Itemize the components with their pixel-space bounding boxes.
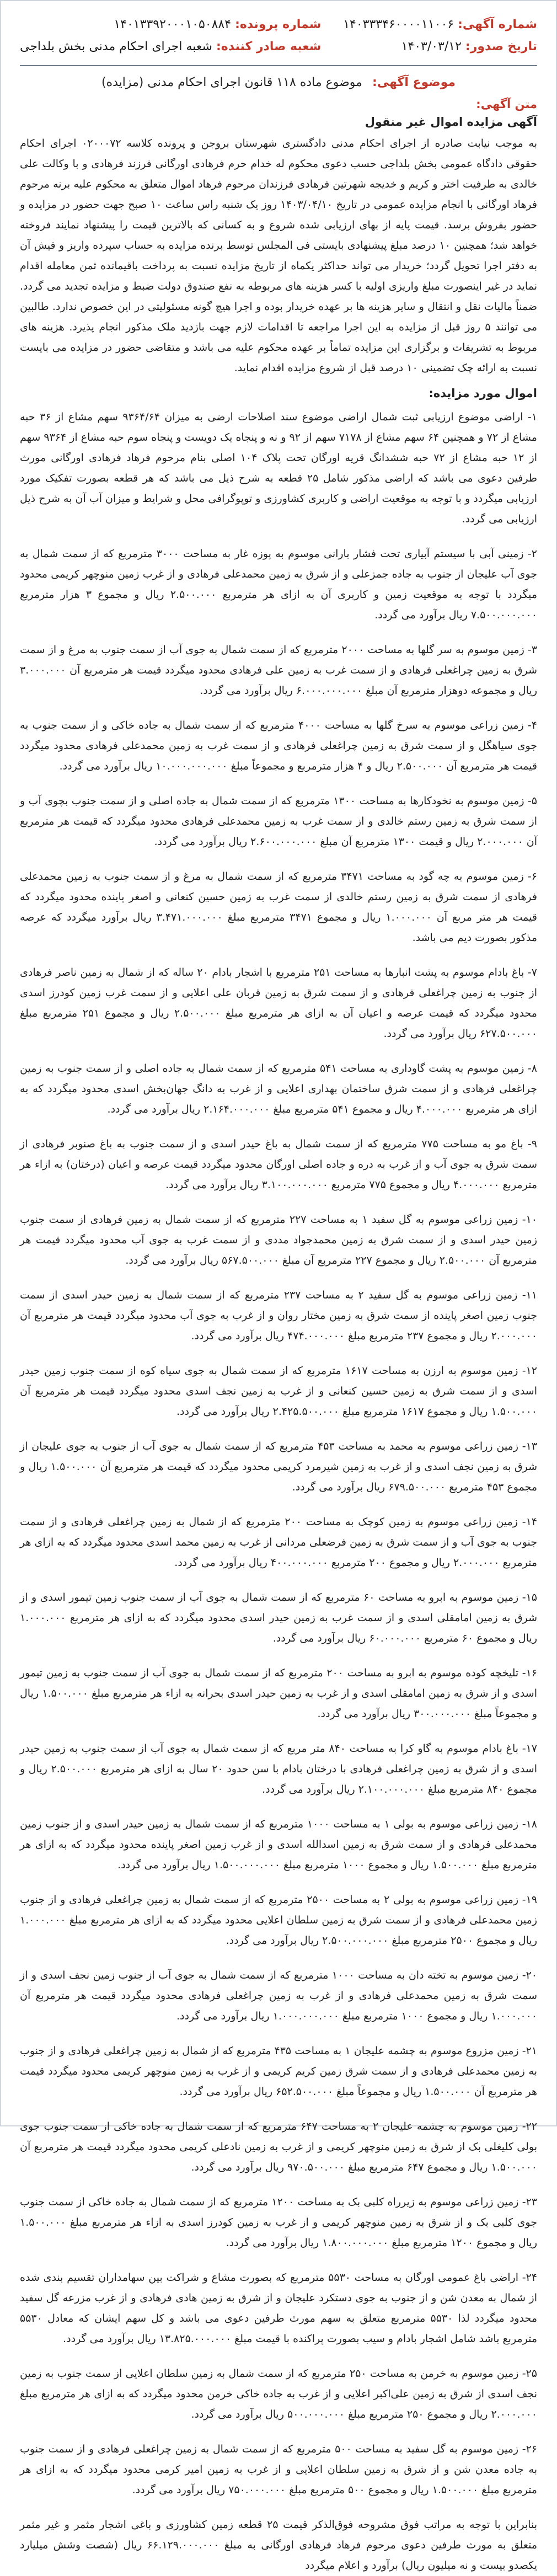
properties-list	[20, 407, 537, 2500]
property-item: ۱۶- تلیخچه کوده موسوم به ابرو به مساحت ۲۰۰ مترمربع که از سمت شمال به جوی آب از سمت جنوب به زمین تیمور اسدی و از شرق به زمین امامقلی اسدی و از غرب به زمین حیدر اسدی بحرانه به ازاء هر مترمربع مبلغ ۱.۵۰۰.۰۰۰ ریال و مجموعاً مبلغ ۳۰۰.۰۰۰.۰۰۰ ریال برآورد می گردد.	[20, 1667, 537, 1720]
case-number: ۱۴۰۱۳۳۹۲۰۰۰۱۰۵۰۸۸۴	[114, 18, 232, 31]
publish-date-label: تاریخ صدور:	[465, 40, 537, 54]
property-item: ۱۸- زمین زراعی موسوم به بولی ۱ به مساحت ۱۰۰۰ مترمربع که از سمت شمال به زمین حیدر اسدی و از جنوب زمین محمدعلی فرهادی و از سمت شرق به زمین اسدالله اسدی و از غرب زمین اصغر پاینده محدود میگردد که به ازای هر مترمربع مبلغ ۱.۵۰۰.۰۰۰ ریال و مجموع ۱۰۰۰ مترمربع مبلغ ۱.۵۰۰.۰۰۰.۰۰۰ ریال برآورد می گردد.	[20, 1818, 537, 1871]
subject-row	[20, 74, 537, 92]
property-item: ۱۱- زمین زراعی موسوم به گل سفید ۲ به مساحت ۲۳۷ مترمربع که از سمت شمال به زمین حیدر اسدی از سمت جنوب زمین اصغر پاینده از سمت شرق به زمین مختار روان و از غرب به جوی آب محدود میگردد قیمت هر مترمربع آن ۲.۰۰۰.۰۰۰ ریال و مجموع ۲۳۷ مترمربع مبلغ ۴۷۴.۰۰۰.۰۰۰ ریال برآورد می گردد.	[20, 1289, 537, 1342]
property-item: ۲۳- زمین زراعی موسوم به زیرراه کلبی بک به مساحت ۱۲۰۰ مترمربع که از سمت شمال به جاده خاکی از سمت جنوب جوی کلبی بک و از شرق به زمین منوچهر کریمی و از غرب به زمین کودرز اسدی به ازاء هر مترمربع مبلغ ۱.۵۰۰.۰۰۰ ریال و مجموع ۱۲۰۰ مترمربع مبلغ ۱.۸۰۰.۰۰۰.۰۰۰ ریال برآورد می گردد.	[20, 2196, 537, 2249]
notice-header	[20, 17, 537, 62]
property-item: ۱۹- زمین زراعی موسوم به بولی ۲ به مساحت ۲۵۰۰ مترمربع که از سمت شمال به زمین چراغعلی فرهادی و از جنوب زمین محمدعلی فرهادی و از سمت شرق به زمین سلطان اعلایی محدود میگردد که به ازای هر مترمربع مبلغ ۱.۰۰۰.۰۰۰ ریال و مجموع ۲۵۰۰ مترمربع مبلغ ۲.۵۰۰.۰۰۰.۰۰۰ ریال برآورد می گردد.	[20, 1894, 538, 1947]
property-item: ۲۱- زمین مزروع موسوم به چشمه علیجان ۱ به مساحت ۴۳۵ مترمربع که از شمال به زمین چراغعلی فرهادی و از جنوب به زمین محمدعلی فرهادی و از سمت شرق زمین کریم کریمی و از غرب به زمین منوچهر کریمی محدود میگردد قیمت هر مترمربع آن ۱.۵۰۰.۰۰۰ ریال و مجموعاً مبلغ ۶۵۲.۵۰۰.۰۰۰ ریال برآورد می گردد.	[20, 2045, 537, 2098]
case-number-row	[20, 17, 321, 33]
property-item: ۹- باغ مو به مساحت ۷۷۵ مترمربع که از سمت شمال به باغ حیدر اسدی و از سمت جنوب به باغ صنوبر فرهادی از سمت شرق به جوی آب و از غرب به دره و جاده اصلی اورگان محدود میگردد قیمت عرصه و اعیان (درختان) به ازاء هر مترمربع ۴.۰۰۰.۰۰۰ ریال و مجموع ۷۷۵ مترمربع ۳.۱۰۰.۰۰۰.۰۰۰ ریال برآورد می گردد.	[20, 1138, 537, 1191]
property-item: ۲۴- اراضی باغ عمومی اورگان به مساحت ۵۵۳۰ مترمربع که بصورت مشاع و شراکت بین سهامداران تقسیم بندی شده از شمال به معدن شن و از جنوب به جوی دستکرد علیجان و از شرق به زمین هادی فرهادی و از غرب مزرعه گل سفید محدود میگردد لذا ۵۵۳۰ مترمربع متعلق به سهم مورث طرفین دعوی می باشد و کل سهم ایشان که معادل ۵۵۳۰ مترمربع باشد شامل اشجار بادام و سیب بصورت پراکنده با قیمت مبلغ ۱۳.۸۲۵.۰۰۰.۰۰۰ ریال برآورد می گردد.	[20, 2272, 538, 2345]
property-item: ۳- زمین موسوم به سر گلها به مساحت ۲۰۰۰ مترمربع که از سمت شمال به جوی آب از سمت جنوب به مرغ و از سمت شرق به زمین چراغعلی فرهادی و از سمت غرب به زمین علی فرهادی محدود میگردد قیمت هر مترمربع آن ۳.۰۰۰.۰۰۰ ریال و مجموعه دوهزار مترمربع آن مبلغ ۶.۰۰۰.۰۰۰.۰۰۰ ریال برآورد می گردد.	[20, 644, 537, 697]
subject-value: موضوع ماده ۱۱۸ قانون اجرای احکام مدنی (مزایده)	[101, 76, 362, 89]
property-item: ۱۵- زمین موسوم به ابرو به مساحت ۶۰ مترمربع که از سمت شمال به جوی آب از سمت جنوب زمین تیمور اسدی و از شرق به زمین امامقلی اسدی و از سمت غرب به زمین حیدر اسدی محدود میگردد که به ازای هر مترمربع ۱.۰۰۰.۰۰۰ ریال و مجموع ۶۰ مترمربع ۶۰.۰۰۰.۰۰۰ ریال برآورد می گردد.	[20, 1591, 537, 1644]
intro-paragraph: به موجب نیابت صادره از اجرای احکام مدنی دادگستری شهرستان بروجن و پرونده کلاسه ۰۲۰۰۰۷۲ اجرای احکام حقوقی دادگاه عمومی بخش بلداجی حسب دعوی محکوم له خدام حرم فرهادی اورگانی فرزند فرهادی و با وکالت علی خالدی به طرفیت اختر و کریم و خدیجه شهرتین فرهادی فرزندان مرحوم فرهاد اموال متعلق به محکوم علیه برنه مرحوم فرهاد اورگانی با انجام مزایده عمومی در تاریخ ۱۴۰۳/۰۴/۱۰ روز یک شنبه راس ساعت ۱۰ صبح جهت حضور در مزایده و حضور بفروش برسد. قیمت پایه از بهای ارزیابی شده شروع و به کسانی که بالاترین قیمت را پیشنهاد نمایند فروخته خواهد شد؛ همچنین ۱۰ درصد مبلغ پیشنهادی بایستی فی المجلس توسط برنده مزایده به حساب سپرده واریز و فیش آن به دفتر اجرا تحویل گردد؛ خریدار می تواند حداکثر یکماه از تاریخ مزایده نسبت به پرداخت باقیمانده ثمن معامله اقدام نماید در غیر اینصورت مبلغ واریزی اولیه با کسر هزینه های مربوطه به نفع صندوق دولت ضبط و مزایده تجدید می گردد. ضمناً مالیات نقل و انتقال و سایر هزینه ها بر عهده خریدار بوده و اجرا هیچ گونه مسئولیتی در این خصوص ندارد. طالبین می توانند ۵ روز قبل از مزایده به این اجرا مراجعه تا اقدامات لازم جهت بازدید ملک مذکور انجام پذیرد. هزینه های مربوط به تشریفات و برگزاری این مزایده تماماً بر عهده محکوم علیه می باشد و متقاضی حضور در مزایده می بایست نسبت به ارائه چک تضمینی ۱۰ درصد قبل از شروع مزایده اقدام نماید.	[20, 137, 537, 374]
notice-number: ۱۴۰۳۳۳۴۶۰۰۰۰۱۱۰۰۶	[343, 18, 454, 31]
property-item: ۲۲- زمین موسوم به چشمه علیجان ۲ به مساحت ۶۴۷ مترمربع که از سمت شمال به جاده خاکی از سمت جنوب جوی بولی کلیغلی بک از شرق به زمین منوچهر کریمی و از غرب به زمین نادعلی کریمی محدود میگردد قیمت هر مترمربع آن ۱.۵۰۰.۰۰۰ ریال و مجموع ۶۴۷ مترمربع مبلغ ۹۷۰.۵۰۰.۰۰۰ ریال برآورد می گردد.	[20, 2120, 537, 2173]
body-label: متن آگهی:	[476, 98, 537, 111]
property-item: ۵- زمین موسوم به نخودکارها به مساحت ۱۳۰۰ مترمربع که از سمت شمال به جاده اصلی و از سمت جنوب بچوی آب و از سمت شرق به زمین رستم خالدی و از سمت غرب به زمین محمدعلی فرهادی محدود میگردد که قیمت هر مترمربع آن ۲.۰۰۰.۰۰۰ ریال و قیمت ۱۳۰۰ مترمربع آن مبلغ ۲.۶۰۰.۰۰۰.۰۰۰ ریال برآورد می گردد.	[20, 795, 537, 848]
notice-number-label: شماره آگهی:	[458, 18, 537, 31]
property-item: ۶- زمین موسوم به چه گود به مساحت ۳۴۷۱ مترمربع که از سمت شمال به مرغ و از سمت جنوب به زمین محمدعلی فرهادی از سمت شرق به زمین رستم خالدی از سمت غرب به زمین حسین کنعانی و اصغر پاینده محدود میگردد که قیمت هر متر مربع آن ۱.۰۰۰.۰۰۰ ریال و مجموع ۳۴۷۱ مترمربع مبلغ ۳.۴۷۱.۰۰۰.۰۰۰ ریال برآورد میگردد که عرصه مذکور بصورت دیم می باشد.	[20, 870, 538, 944]
property-item: ۱۳- زمین زراعی موسوم به محمد به مساحت ۴۵۳ مترمربع که از سمت شمال به جوی آب از جنوب به جوی علیجان از شرق به زمین نجف اسدی و از غرب به زمین شیرمرد کریمی محدود میگردد که قیمت هر مترمربع آن ۱.۵۰۰.۰۰۰ ریال و مجموع ۴۵۳ مترمربع ۶۷۹.۵۰۰.۰۰۰ ریال برآورد می گردد.	[20, 1440, 537, 1493]
header-divider	[20, 65, 537, 66]
property-item: ۱۷- باغ بادام موسوم به گاو کرا به مساحت ۸۴۰ متر مربع که از سمت شمال به جوی آب از سمت جنوب به زمین حیدر اسدی و از شرق به زمین چراغعلی فرهادی با درختان بادام با سن حدود ۲۰ سال به ازای هر مترمربع ۲.۵۰۰.۰۰۰ ریال و مجموع ۸۴۰ مترمربع مبلغ ۲.۱۰۰.۰۰۰.۰۰۰ ریال برآورد می گردد.	[20, 1743, 538, 1795]
property-item: ۲۰- زمین موسوم به تخته دان به مساحت ۱۰۰۰ مترمربع که از سمت شمال به جوی آب از جنوب زمین نجف اسدی و از سمت شرق به زمین محمدعلی فرهادی و از غرب به زمین چراغعلی فرهادی محدود میگردد قیمت هر مترمربع آن ۱.۰۰۰.۰۰۰ ریال و مجموع ۱۰۰۰ مترمربع مبلغ ۱.۰۰۰.۰۰۰.۰۰۰ ریال برآورد می گردد.	[20, 1969, 537, 2022]
publish-date-row	[343, 39, 537, 55]
property-item: ۲- زمینی آبی با سیستم آبیاری تحت فشار بارانی موسوم به پوزه غار به مساحت ۳۰۰۰ مترمربع که از سمت شمال به جوی آب علیجان از جنوب به جاده جمزعلی و از شرق به زمین محمدعلی فرهادی و از غرب زمین منوچهر کریمی محدود میگردد با توجه به موقعیت زمین و کاربری آن به ازای هر مترمربع ۲.۵۰۰.۰۰۰ ریال و مجموع ۳ هزار مترمربع ۷.۵۰۰.۰۰۰.۰۰۰ ریال برآورد می گردد.	[20, 548, 537, 621]
property-item: ۱۴- زمین زراعی موسوم به زمین کوچک به مساحت ۲۰۰ مترمربع که از شمال به زمین چراغعلی فرهادی و از سمت جنوب به جوی آب و از سمت شرق به زمین فرضعلی مردانی از غرب به زمین محمد اسدی محدود میگردد که به ازای هر مترمربع ۲.۰۰۰.۰۰۰ ریال و مجموع ۲۰۰ مترمربع ۴۰۰.۰۰۰.۰۰۰ ریال برآورد می گردد.	[20, 1516, 538, 1569]
property-item: ۷- باغ بادام موسوم به پشت انبارها به مساحت ۲۵۱ مترمربع با اشجار بادام ۲۰ ساله که از شمال به زمین ناصر فرهادی از جنوب به زمین چراغعلی فرهادی و از سمت شرق به زمین قربان علی اعلایی و از سمت غرب زمین کودرز اسدی محدود میگردد که قیمت عرصه و اعیان آن به ازای هر مترمربع مبلغ ۲.۵۰۰.۰۰۰ ریال و مجموع ۲۵۱ مترمربع مبلغ ۶۲۷.۵۰۰.۰۰۰ ریال برآورد می گردد.	[20, 966, 537, 1040]
notice-number-row	[343, 17, 537, 33]
closing-paragraph: بنابراین با توجه به مراتب فوق مشروحه فوق‌الذکر قیمت ۲۵ قطعه زمین کشاورزی و باغی اشجار مثمر و غیر مثمر متعلق به مورث طرفین دعوی مرحوم فرهاد فرهادی اورگانی به مبلغ ۶۶.۱۲۹.۰۰۰.۰۰۰ ریال (شصت وشش میلیارد یکصدو بیست و نه میلیون ریال) برآورد و اعلام میگردد	[20, 2519, 538, 2572]
case-number-label: شماره پرونده:	[235, 18, 322, 31]
branch-name: شعبه اجرای احکام مدنی بخش بلداجی	[20, 40, 212, 54]
notice-title: آگهی مزایده اموال غیر منقول	[365, 115, 537, 129]
property-item: ۲۵- زمین موسوم به خرمن به مساحت ۲۵۰ مترمربع که از سمت شمال به زمین سلطان اعلایی از سمت جنوب به زمین نجف اسدی از شرق به زمین علی‌اکبر اعلایی و از غرب به جاده خاکی خرمن محدود میگردد که به ازای هر مترمربع مبلغ ۲.۰۰۰.۰۰۰ ریال و مجموع ۲۵۰ مترمربع مبلغ ۵۰۰.۰۰۰.۰۰۰ ریال برآورد می گردد.	[20, 2367, 537, 2420]
branch-row	[20, 39, 321, 55]
header-right-column	[343, 17, 537, 55]
subject-label: موضوع آگهی:	[372, 76, 456, 89]
property-item: ۱۲- زمین موسوم به ارزن به مساحت ۱۶۱۷ مترمربع که از سمت شمال به جوی سیاه کوه از سمت جنوب زمین حیدر اسدی و از سمت شرق به زمین حسین کنعانی و از غرب به زمین نجف اسدی محدود میگردد قیمت هر مترمربع آن ۱.۵۰۰.۰۰۰ ریال و مجموع ۱۶۱۷ مترمربع مبلغ ۲.۴۲۵.۵۰۰.۰۰۰ ریال برآورد می گردد.	[20, 1365, 538, 1418]
header-left-column	[20, 17, 321, 55]
branch-label: شعبه صادر کننده:	[216, 40, 322, 54]
property-item: ۱۰- زمین زراعی موسوم به گل سفید ۱ به مساحت ۲۲۷ مترمربع که از سمت شمال به زمین فرهادی از سمت جنوب زمین حیدر اسدی و از سمت شرق به زمین محمدجواد مددی و از سمت غرب به جوی آب محدود میگردد قیمت هر مترمربع آن ۲.۵۰۰.۰۰۰ ریال و مجموع ۲۲۷ مترمربع آن مبلغ ۵۶۷.۵۰۰.۰۰۰ ریال برآورد می گردد.	[20, 1214, 538, 1266]
properties-title: اموال مورد مزایده:	[429, 387, 537, 400]
publish-date: ۱۴۰۳/۰۳/۱۲	[401, 40, 462, 54]
property-item: ۸- زمین موسوم به پشت گاوداری به مساحت ۵۴۱ مترمربع که از سمت شمال به جاده اصلی و از سمت جنوب به زمین چراغعلی فرهادی و از سمت شرق ساختمان بهداری اعلایی و از غرب به دانگ جهان‌بخش اسدی محدود میگردد که به ازای هر مترمربع ۴.۰۰۰.۰۰۰ ریال و مجموع ۵۴۱ مترمربع مبلغ ۲.۱۶۴.۰۰۰.۰۰۰ ریال برآورد می گردد.	[20, 1062, 537, 1115]
property-item: ۴- زمین زراعی موسوم به سرخ گلها به مساحت ۴۰۰۰ مترمربع که از سمت شمال به جاده خاکی و از سمت جنوب به جوی سیاهگل و از سمت شرق به زمین چراغعلی فرهادی و از سمت غرب به زمین محمدعلی فرهادی محدود میگردد قیمت هر مترمربع آن ۲.۵۰۰.۰۰۰ ریال و ۴ هزار مترمربع و مجموعاً مبلغ ۱۰.۰۰۰.۰۰۰.۰۰۰ ریال برآورد می گردد.	[20, 719, 537, 772]
property-item: ۱- اراضی موضوع ارزیابی ثبت شمال اراضی موضوع سند اصلاحات ارضی به میزان ۹۳۶۴/۶۴ سهم مشاع از ۳۶ حبه مشاع از ۷۲ و همچنین ۶۴ سهم مشاع از ۷۱۷۸ سهم از ۹۲ و نه و پنجاه یک دویست و پنجاه سوم حبه مشاع از ۹۳۶۴ سهم از ۱۲ حبه مشاع از ۷۲ حبه ششدانگ قریه اورگان تحت پلاک ۱۰۴ اصلی بنام مرحوم فرهاد فرهادی اورگانی مورث طرفین دعوی می باشد که اراضی مذکور شامل ۲۵ قطعه به شرح ذیل می باشد که هر قطعه بصورت تفکیک مورد ارزیابی میگردد و با توجه به موقعیت اراضی و کاربری کشاورزی و توپوگرافی محل و شرایط و میزان آب آن به شرح ذیل ارزیابی می گردد.	[20, 411, 538, 525]
property-item: ۲۶- زمین موسوم به گل سفید به مساحت ۵۰۰ مترمربع که از سمت شمال به زمین چراغعلی فرهادی و از سمت جنوب به جاده معدن شن و از شرق به زمین سلطان اعلایی و از غرب به زمین امیر کرمی محدود میگردد که به ازای هر مترمربع مبلغ ۱.۵۰۰.۰۰۰ ریال و مجموع ۵۰۰ مترمربع مبلغ ۷۵۰.۰۰۰.۰۰۰ ریال برآورد می گردد.	[20, 2443, 538, 2496]
